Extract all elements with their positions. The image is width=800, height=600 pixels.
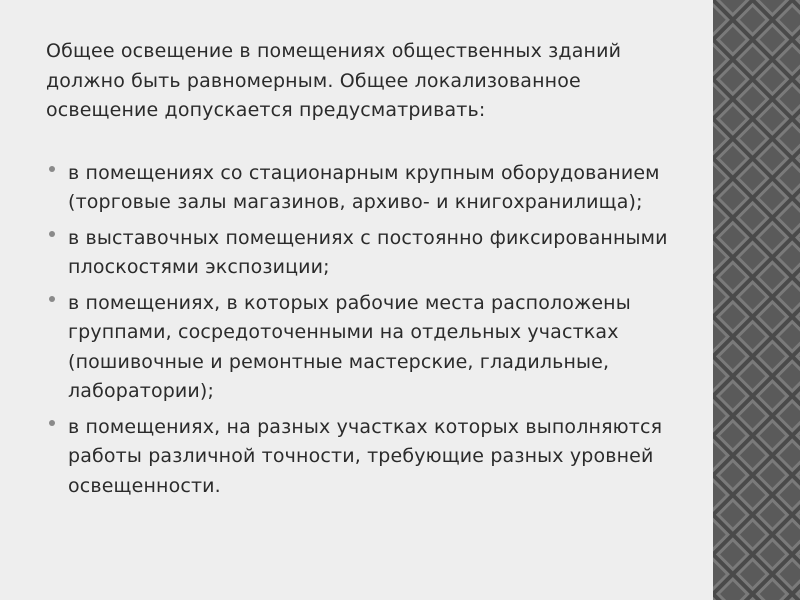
bullet-item <box>46 413 686 502</box>
bullet-text: в помещениях со стационарным крупным оборудованием (торговые залы магазинов, архиво- и книгохранилища); <box>68 161 660 213</box>
bullet-item <box>46 159 686 218</box>
bullet-dot-icon <box>49 166 55 172</box>
bullet-dot-icon <box>49 231 55 237</box>
intro-paragraph: Общее освещение в помещениях общественных зданий должно быть равномерным. Общее локализованное освещение допускается предусматривать: <box>46 40 622 121</box>
bullet-text: в помещениях, в которых рабочие места расположены группами, сосредоточенными на отдельных участках (пошивочные и ремонтные мастерские, гладильные, лаборатории); <box>68 291 631 402</box>
bullet-dot-icon <box>49 296 55 302</box>
bullet-item <box>46 224 686 283</box>
slide-content <box>46 37 686 507</box>
bullet-item <box>46 289 686 407</box>
diamond-pattern-strip <box>713 0 800 600</box>
bullet-text: в выставочных помещениях с постоянно фиксированными плоскостями экспозиции; <box>68 226 668 278</box>
bullet-list <box>46 159 686 502</box>
bullet-text: в помещениях, на разных участках которых выполняются работы различной точности, требующие разных уровней освещенности. <box>68 415 663 497</box>
diamond-pattern-icon <box>713 0 800 600</box>
bullet-dot-icon <box>49 420 55 426</box>
